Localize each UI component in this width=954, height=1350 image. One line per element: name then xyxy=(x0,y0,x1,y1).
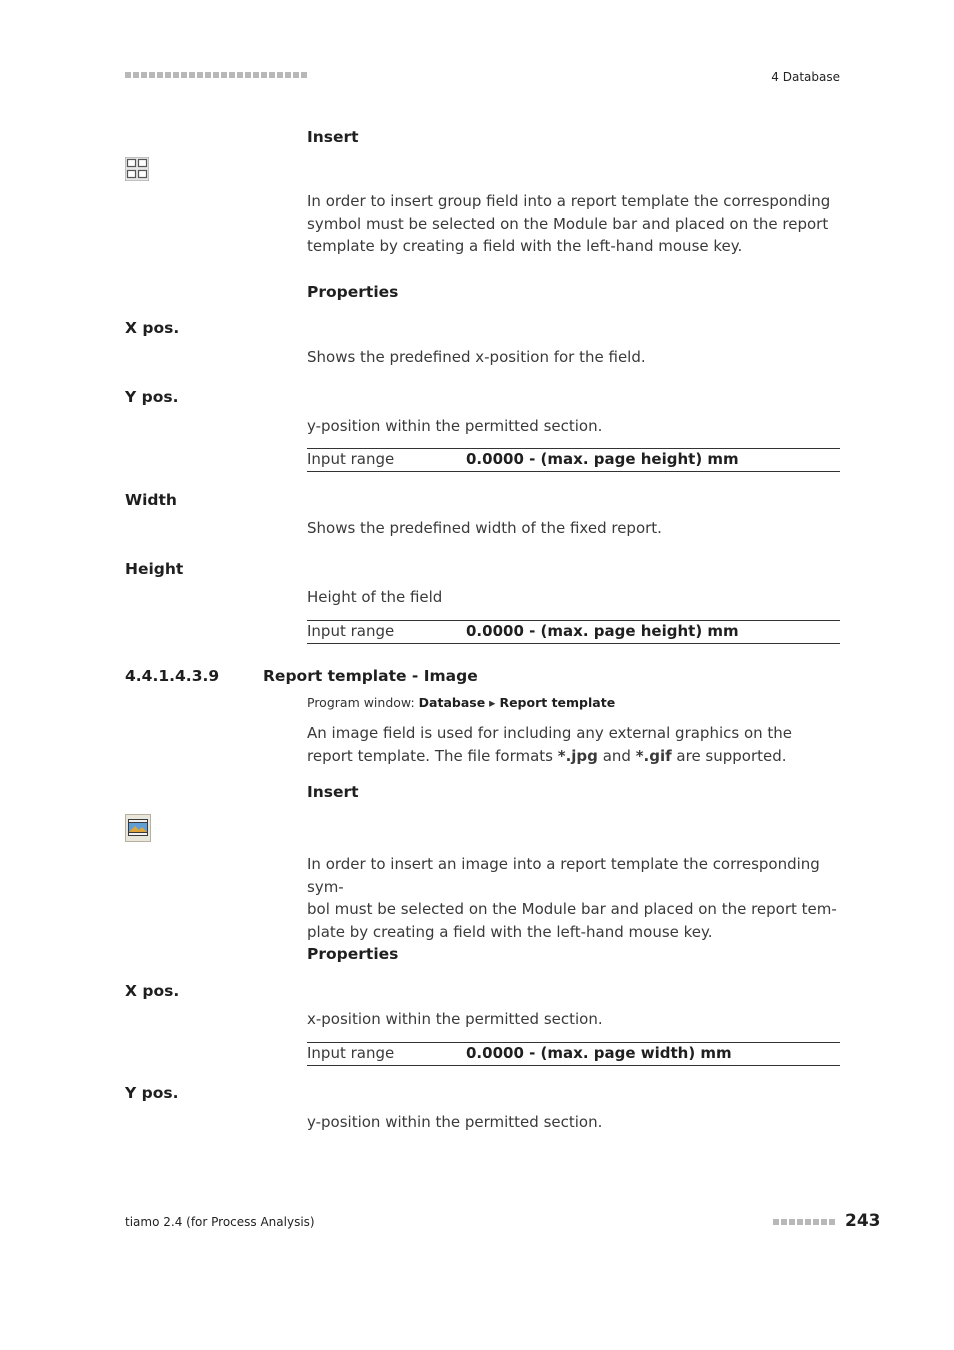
header-decoration-dots xyxy=(125,71,307,79)
height-description: Height of the field xyxy=(307,588,443,606)
ypos-label: Y pos. xyxy=(125,388,179,406)
breadcrumb-report-template: Report template xyxy=(499,695,616,710)
image-intro: An image field is used for including any external graphics on the report template. The file formats *.jpg and *.gif are supported. xyxy=(307,724,793,765)
properties-heading: Properties xyxy=(307,283,399,301)
width-description: Shows the predefined width of the fixed report. xyxy=(307,519,662,537)
xpos-description: Shows the predefined x-position for the field. xyxy=(307,348,646,366)
page-number: 243 xyxy=(845,1211,881,1231)
insert-heading: Insert xyxy=(307,128,359,146)
gif-format: *.gif xyxy=(635,746,672,765)
image-insert-description: In order to insert an image into a report template the corresponding sym- bol must be selected on the Module bar and placed on the report tem- plate by creating a field with the left-hand mouse key. xyxy=(307,855,837,941)
xpos-label: X pos. xyxy=(125,319,180,337)
xpos-input-range-table xyxy=(307,1042,840,1066)
xpos-description: x-position within the permitted section. xyxy=(307,1010,603,1028)
insert-description: In order to insert group field into a report template the corresponding symbol must be selected on the Module bar and placed on the report template by creating a field with the left-hand mouse key. xyxy=(307,192,831,255)
ypos-input-range-table xyxy=(307,448,840,472)
input-range-label: Input range xyxy=(307,1044,395,1062)
input-range-value: 0.0000 - (max. page height) mm xyxy=(466,622,739,640)
breadcrumb xyxy=(307,695,615,710)
properties-heading: Properties xyxy=(307,945,399,963)
group-field-icon xyxy=(125,157,149,181)
footer-product: tiamo 2.4 (for Process Analysis) xyxy=(125,1215,315,1229)
ypos-label: Y pos. xyxy=(125,1084,179,1102)
image-field-icon xyxy=(125,814,151,842)
input-range-label: Input range xyxy=(307,622,395,640)
section-title: Report template - Image xyxy=(263,667,478,685)
jpg-format: *.jpg xyxy=(557,746,598,765)
input-range-value: 0.0000 - (max. page height) mm xyxy=(466,450,739,468)
width-label: Width xyxy=(125,491,177,509)
insert-heading: Insert xyxy=(307,783,359,801)
chapter-title: 4 Database xyxy=(771,70,840,84)
breadcrumb-separator: ▸ xyxy=(489,695,496,710)
height-label: Height xyxy=(125,560,184,578)
section-number: 4.4.1.4.3.9 xyxy=(125,667,220,685)
breadcrumb-prefix: Program window: xyxy=(307,695,415,710)
input-range-label: Input range xyxy=(307,450,395,468)
xpos-label: X pos. xyxy=(125,982,180,1000)
height-input-range-table xyxy=(307,620,840,644)
ypos-description: y-position within the permitted section. xyxy=(307,417,603,435)
ypos-description: y-position within the permitted section. xyxy=(307,1113,603,1131)
footer-decoration-dots xyxy=(773,1218,839,1226)
breadcrumb-database: Database xyxy=(418,695,486,710)
input-range-value: 0.0000 - (max. page width) mm xyxy=(466,1044,732,1062)
